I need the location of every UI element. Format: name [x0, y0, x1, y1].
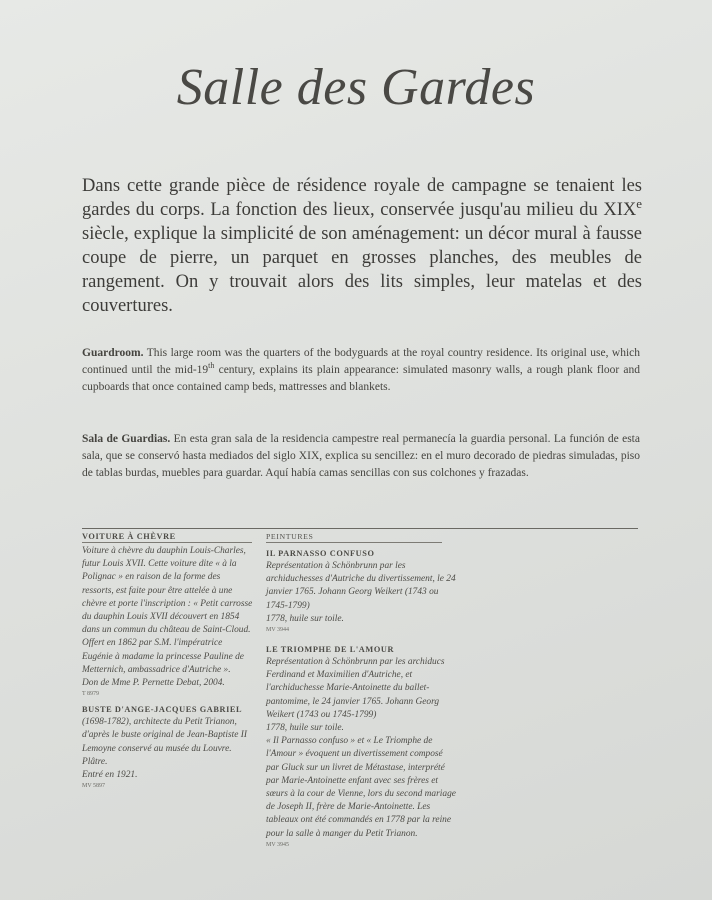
spanish-text: En esta gran sala de la residencia campestre real permanecía la guardia personal. La función de esta sala, que se conservó hasta mediados del siglo XIX, explica su sencillez: en el muro decorado de piedras simuladas, piso de tablas burdas, muebles para guardar. Aquí había camas sencillas con sus colchones y frazadas. [82, 433, 640, 479]
divider-line [82, 528, 638, 529]
paintings-caption: PEINTURES [266, 532, 442, 543]
entry-medium-triomphe: 1778, huile sur toile. [266, 723, 344, 734]
entry-inventory-goat-carriage: T 8979 [82, 691, 100, 698]
entry-heading-parnasso: IL PARNASSO CONFUSO [266, 549, 375, 558]
french-text-part1: Dans cette grande pièce de résidence royale de campagne se tenaient les gardes du corps. La fonction des lieux, conservée jusqu'au milieu du XIX [82, 176, 642, 220]
entry-heading-gabriel-bust: BUSTE D'ANGE-JACQUES GABRIEL [82, 705, 243, 715]
french-superscript: e [636, 195, 642, 211]
left-column [82, 532, 254, 789]
entry-heading-goat-carriage: VOITURE À CHÈVRE [82, 532, 252, 543]
page-title: Salle des Gardes [176, 59, 536, 116]
english-paragraph [82, 345, 640, 396]
english-text-part2: century, explains its plain appearance: simulated masonry walls, a rough plank floor and cupboards that once contained camp beds, mattresses and blankets. [82, 364, 641, 393]
spanish-lead: Sala de Guardias. [82, 433, 171, 445]
english-lead: Guardroom. [82, 347, 144, 359]
spanish-paragraph [82, 431, 640, 482]
right-column [266, 532, 456, 848]
entry-inventory-gabriel-bust: MV 5897 [82, 783, 106, 790]
entry-credit-goat-carriage: Don de Mme P. Pernette Debat, 2004. [82, 678, 225, 689]
entry-medium-parnasso: 1778, huile sur toile. [266, 613, 344, 624]
entry-credit-gabriel-bust: Entré en 1921. [82, 770, 138, 781]
entry-heading-triomphe: LE TRIOMPHE DE L'AMOUR [266, 645, 395, 655]
entry-description-triomphe: Représentation à Schönbrunn par les archiducs Ferdinand et Maximilien d'Autriche, et l'archiduchesse Marie-Antoinette du ballet-pantomime, le 24 janvier 1765. Johann Georg Weikert (1743 ou 1745-1799) [266, 657, 445, 720]
french-paragraph [82, 174, 642, 318]
english-text-part1: This large room was the quarters of the bodyguards at the royal country residence. Its original use, which continued until the mid-19 [82, 347, 640, 376]
entry-description-gabriel-bust: (1698-1782), architecte du Petit Trianon, d'après le buste original de Jean-Baptiste II Lemoyne conservé au musée du Louvre. [82, 717, 247, 754]
entry-inventory-triomphe: MV 3945 [266, 841, 290, 848]
entry-inventory-parnasso: MV 3944 [266, 627, 290, 634]
english-superscript: th [208, 361, 215, 371]
entry-note-triomphe: « Il Parnasso confuso » et « Le Triomphe de l'Amour » évoquent un divertissement composé par Gluck sur un livret de Métastase, interprété par Marie-Antoinette enfant avec ses frères et sœurs à la cour de Vienne, lors du second mariage de Joseph II, frère de Marie-Antoinette. Les tableaux ont été commandés en 1778 par la reine pour la salle à manger du Petit Trianon. [266, 736, 456, 839]
entry-description-parnasso: Représentation à Schönbrunn par les archiduchesses d'Autriche du divertissement, le 24 janvier 1765. Johann Georg Weikert (1743 ou 1745-1799) [266, 561, 456, 611]
entry-description-goat-carriage: Voiture à chèvre du dauphin Louis-Charles, futur Louis XVII. Cette voiture dite « à la Polignac » en raison de la forme des ressorts, est faite pour être attelée à une chèvre et porte l'inscription : « Petit carrosse du dauphin Louis XVII découvert en 1854 dans un commun du château de Saint-Cloud. Offert en 1862 par S.M. l'impératrice Eugénie à madame la princesse Pauline de Metternich, ambassadrice d'Autriche ». [82, 546, 253, 675]
entry-material-gabriel-bust: Plâtre. [82, 756, 108, 767]
french-text-part2: siècle, explique la simplicité de son aménagement: un décor mural à fausse coupe de pierre, un parquet en grosses planches, des meubles de rangement. On y trouvait alors des lits simples, leur matelas et des couvertures. [82, 224, 642, 316]
